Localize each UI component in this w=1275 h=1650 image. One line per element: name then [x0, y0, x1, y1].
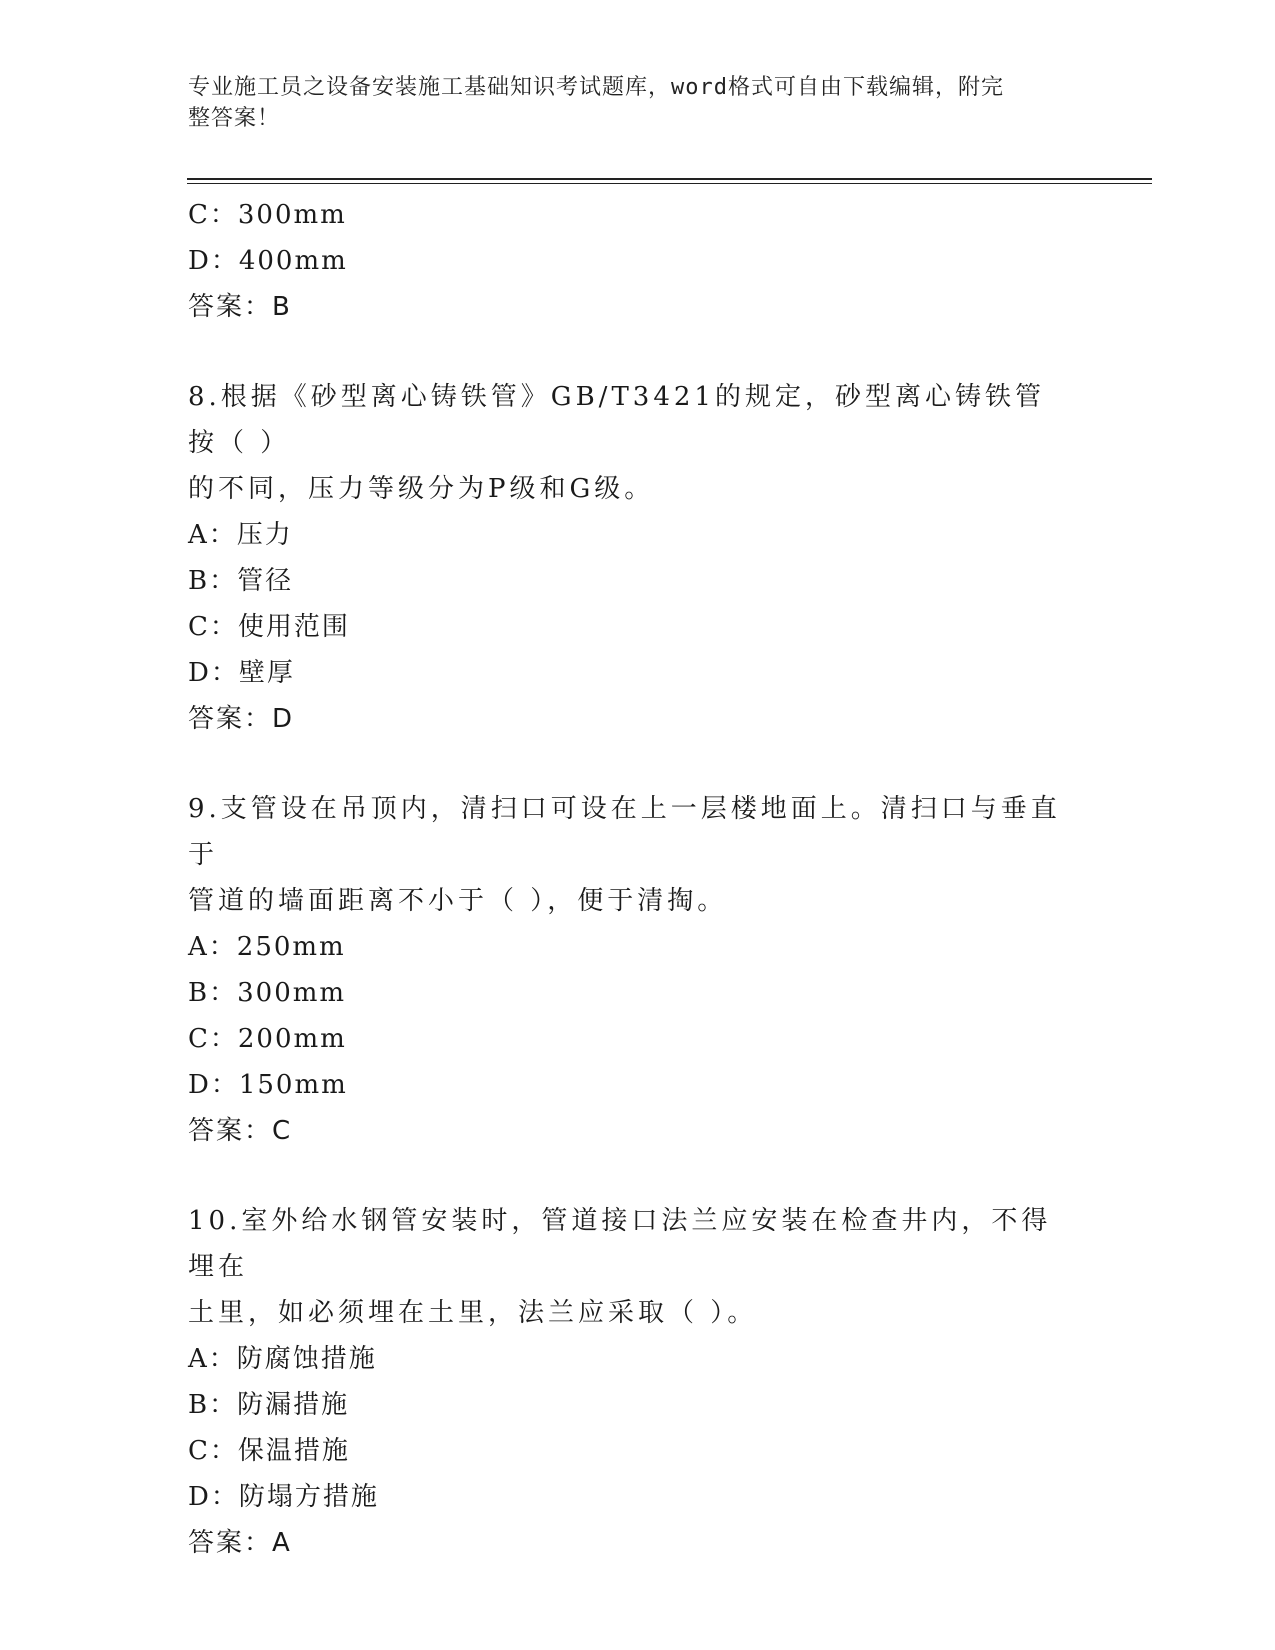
question-text-line-2: 管道的墙面距离不小于（ ），便于清掏。 — [188, 886, 728, 916]
option-d: D：壁厚 — [188, 658, 295, 688]
option-b: B：300mm — [188, 978, 347, 1008]
option-d: D：防塌方措施 — [188, 1482, 379, 1512]
question-text-line-2: 的不同，压力等级分为P级和G级。 — [188, 474, 655, 504]
option-d: D：400mm — [188, 246, 348, 276]
option-b: B：防漏措施 — [188, 1390, 350, 1420]
question-block-10 — [188, 1198, 1088, 1566]
option-a: A：压力 — [188, 520, 293, 550]
document-header — [188, 72, 1068, 134]
question-block-7-tail — [188, 192, 1088, 330]
question-block-8 — [188, 374, 1088, 742]
answer-line: 答案：C — [188, 1116, 293, 1146]
question-text-line-1: 9.支管设在吊顶内，清扫口可设在上一层楼地面上。清扫口与垂直于 — [188, 794, 1061, 870]
header-line-1: 专业施工员之设备安装施工基础知识考试题库，word格式可自由下载编辑，附完 — [188, 75, 1004, 100]
answer-line: 答案：D — [188, 704, 295, 734]
option-c: C：使用范围 — [188, 612, 350, 642]
answer-line: 答案：A — [188, 1528, 292, 1558]
spacer — [188, 742, 1088, 786]
spacer — [188, 1154, 1088, 1198]
answer-line: 答案：B — [188, 292, 292, 322]
question-text-line-1: 8.根据《砂型离心铸铁管》GB/T3421的规定，砂型离心铸铁管按（ ） — [188, 382, 1045, 458]
question-block-9 — [188, 786, 1088, 1154]
option-c: C：300mm — [188, 200, 347, 230]
question-text-line-1: 10.室外给水钢管安装时，管道接口法兰应安装在检查井内，不得埋在 — [188, 1206, 1052, 1282]
option-b: B：管径 — [188, 566, 294, 596]
header-divider-bottom — [187, 183, 1152, 184]
document-body — [188, 192, 1088, 1566]
option-d: D：150mm — [188, 1070, 348, 1100]
option-a: A：防腐蚀措施 — [188, 1344, 377, 1374]
header-line-2: 整答案！ — [188, 106, 281, 131]
option-a: A：250mm — [188, 932, 346, 962]
spacer — [188, 330, 1088, 374]
question-text-line-2: 土里，如必须埋在土里，法兰应采取（ ）。 — [188, 1298, 758, 1328]
header-divider-top — [187, 178, 1152, 180]
option-c: C：保温措施 — [188, 1436, 350, 1466]
option-c: C：200mm — [188, 1024, 347, 1054]
